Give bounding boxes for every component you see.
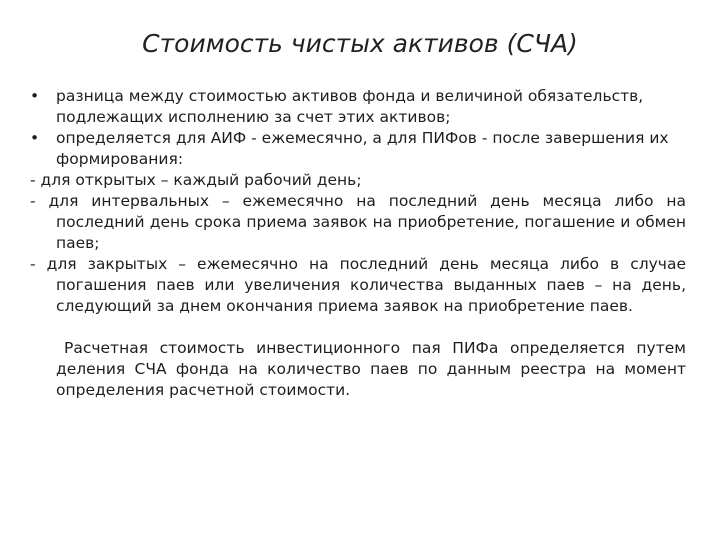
bullet-text: разница между стоимостью активов фонда и величиной обязательств, подлежащих исполнению за счет этих активов; bbox=[56, 87, 644, 126]
definition-paragraph: Расчетная стоимость инвестиционного пая ПИФа определяется путем деления СЧА фонда на количество паев по данным реестра на момент определения расчетной стоимости. bbox=[56, 339, 686, 399]
dash-marker: - bbox=[30, 171, 41, 189]
dash-text: для закрытых – ежемесячно на последний день месяца либо в случае погашения паев или увеличения количества выданных паев – на день, следующий за днем окончания приема заявок на приобретение паев. bbox=[46, 255, 686, 315]
bullet-text: определяется для АИФ - ежемесячно, а для ПИФов - после завершения их формирования: bbox=[56, 129, 669, 168]
bullet-item bbox=[30, 86, 686, 128]
dash-marker: - bbox=[30, 255, 47, 273]
slide-content bbox=[30, 86, 686, 401]
bullet-item bbox=[30, 128, 686, 170]
dash-item bbox=[30, 170, 686, 191]
slide-title: Стоимость чистых активов (СЧА) bbox=[142, 29, 578, 58]
bullet-marker: • bbox=[30, 87, 40, 105]
dash-item bbox=[30, 191, 686, 254]
dash-text: для интервальных – ежемесячно на последний день месяца либо на последний день срока приема заявок на приобретение, погашение и обмен паев; bbox=[48, 192, 686, 252]
dash-marker: - bbox=[30, 192, 49, 210]
bullet-marker: • bbox=[30, 129, 40, 147]
dash-item bbox=[30, 254, 686, 317]
dash-text: для открытых – каждый рабочий день; bbox=[40, 171, 362, 189]
